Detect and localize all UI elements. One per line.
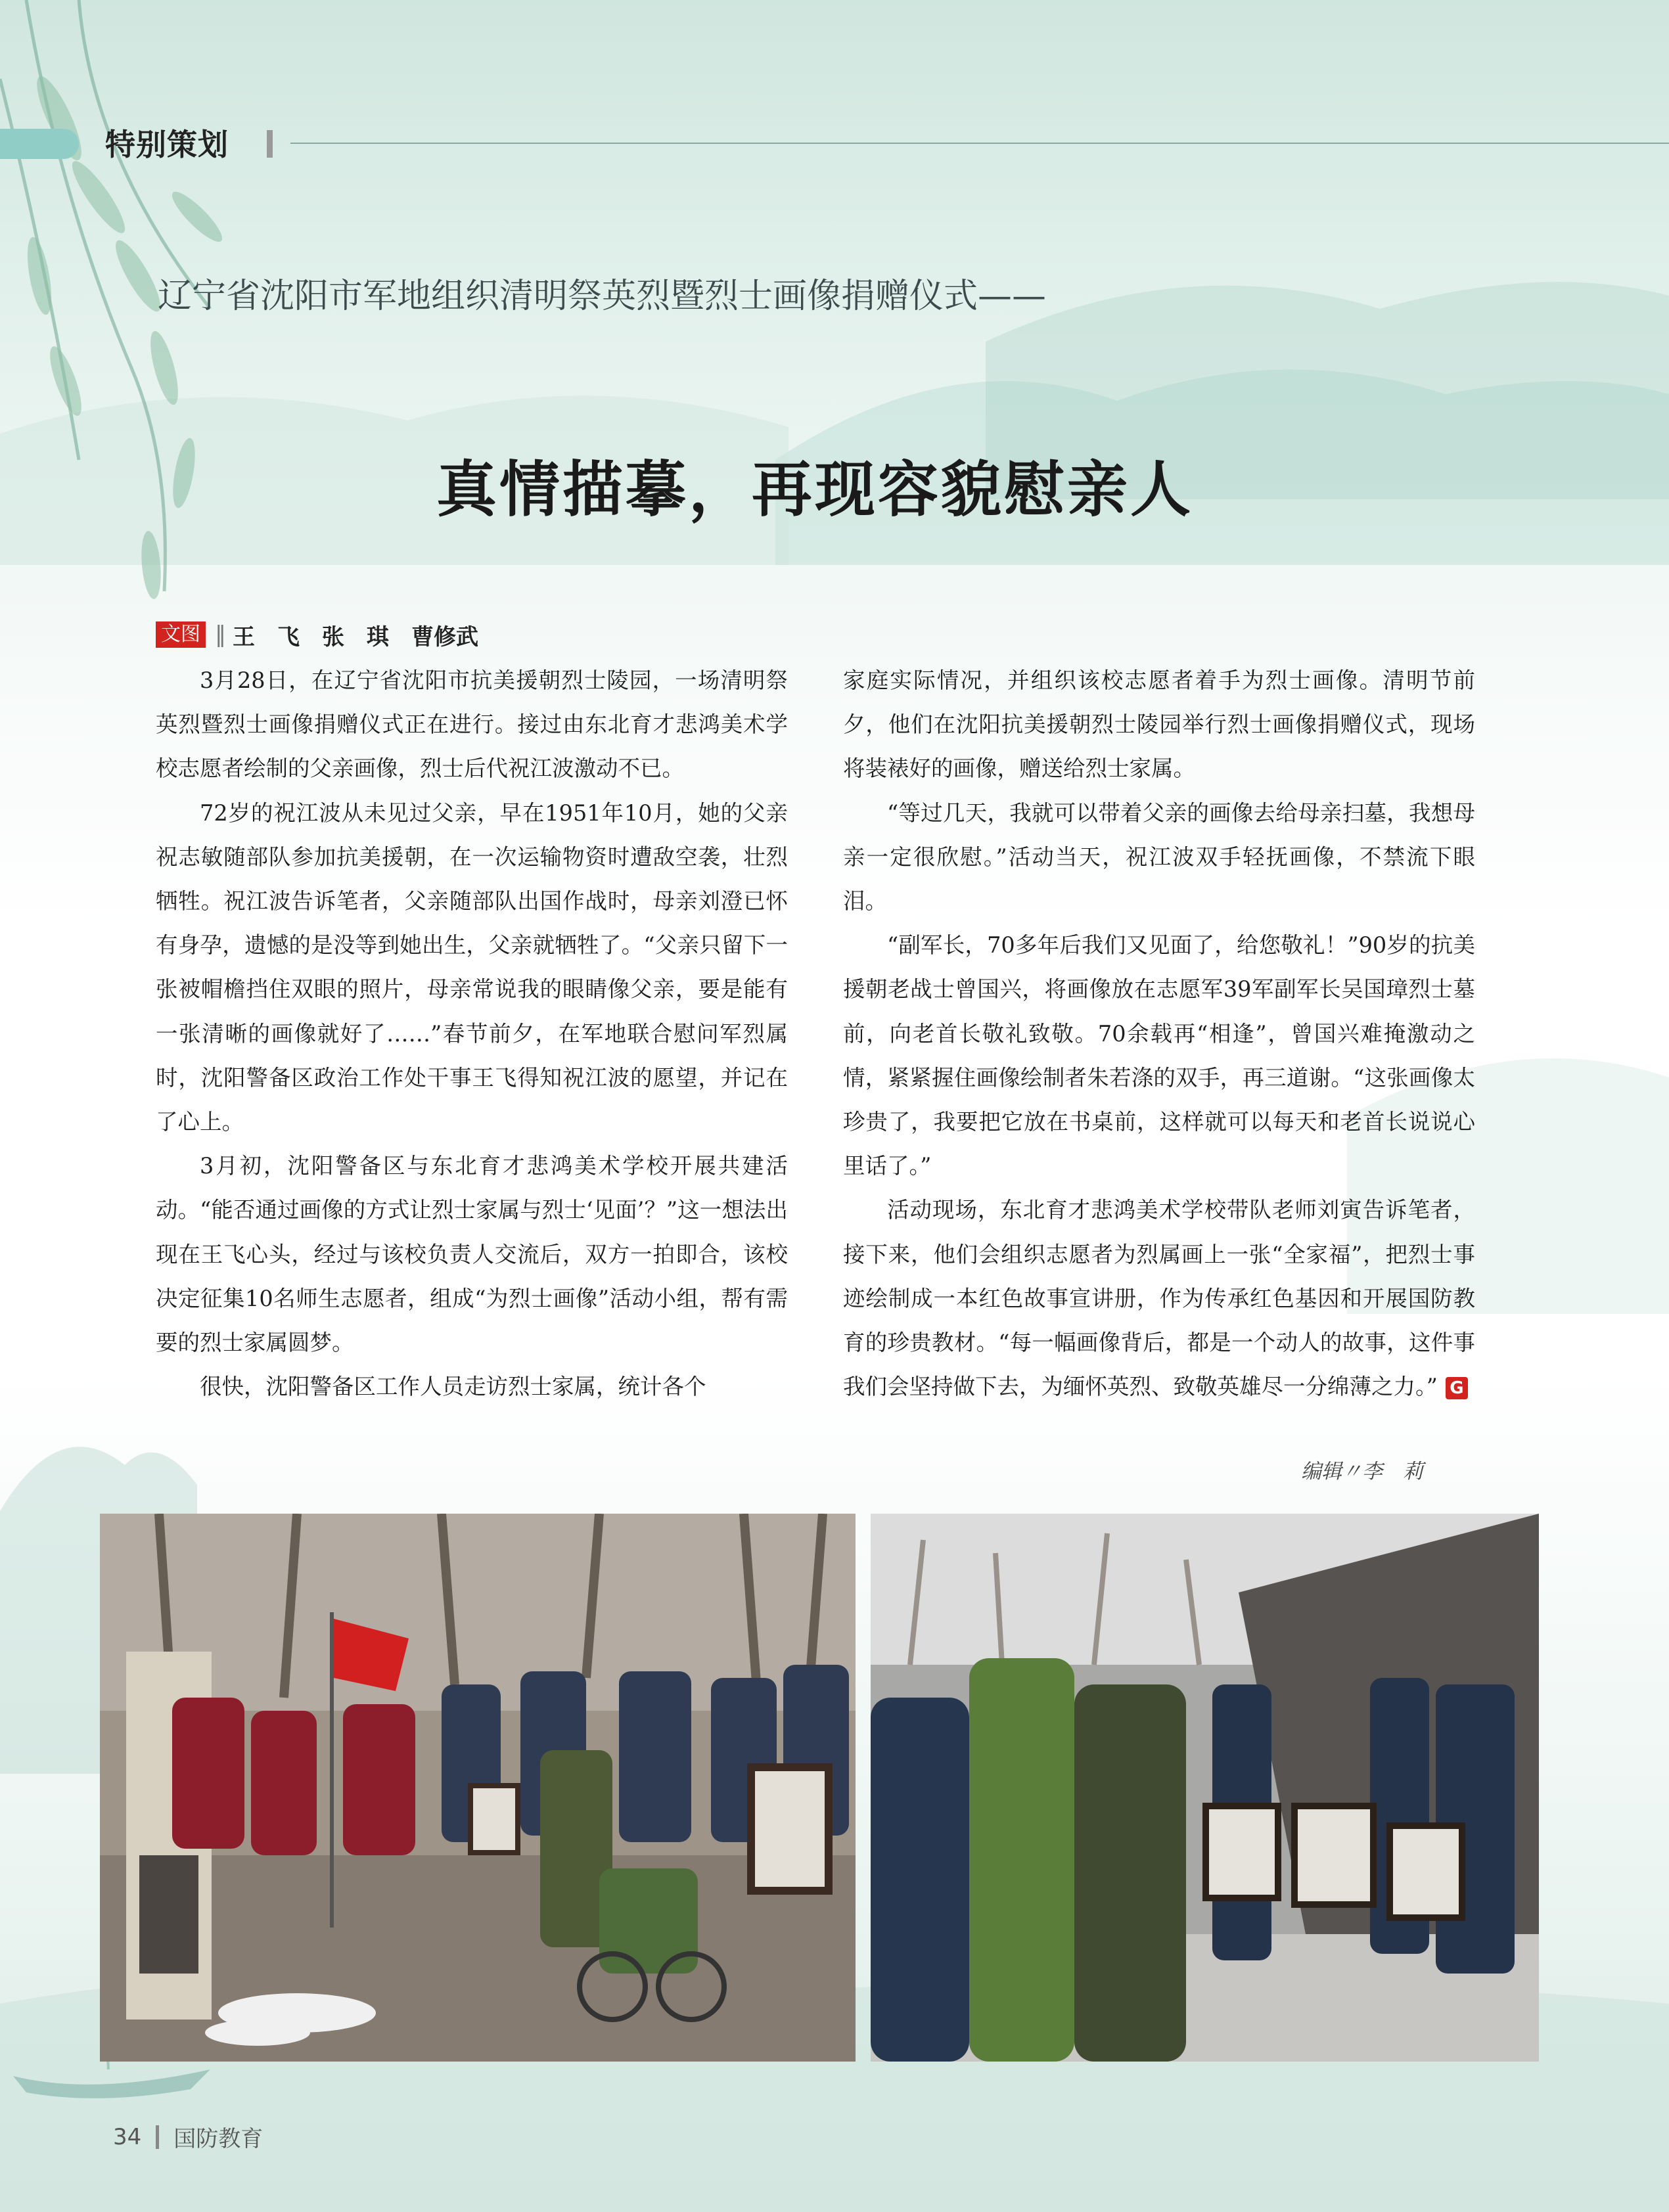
paragraph-final [843, 1188, 1475, 1409]
paragraph-continued: 家庭实际情况，并组织该校志愿者着手为烈士画像。清明节前夕，他们在沈阳抗美援朝烈士陵园举行烈士画像捐赠仪式，现场将装裱好的画像，赠送给烈士家属。 [843, 667, 1475, 782]
article-column-right [843, 658, 1475, 1409]
paragraph: “等过几天，我就可以带着父亲的画像去给母亲扫墓，我想母亲一定很欣慰。”活动当天，祝江波双手轻抚画像，不禁流下眼泪。 [843, 800, 1475, 914]
section-label: 特别策划 [105, 127, 229, 162]
header-rule [290, 143, 1669, 144]
paragraph-final-text: 活动现场，东北育才悲鸿美术学校带队老师刘寅告诉笔者，接下来，他们会组织志愿者为烈属画上一张“全家福”，把烈士事迹绘制成一本红色故事宣讲册，作为传承红色基因和开展国防教育的珍贵教材。“每一幅画像背后，都是一个动人的故事，这件事我们会坚持做下去，为缅怀英烈、致敬英雄尽一分绵薄之力。” [843, 1197, 1475, 1400]
header-accent-pill [0, 129, 79, 159]
publication-name: 国防教育 [173, 2126, 263, 2152]
photo-memorial-ceremony [100, 1514, 856, 2062]
section-label-bar [267, 130, 273, 158]
photo-veterans-saluting [871, 1514, 1539, 2062]
byline-separator: ‖ [215, 621, 226, 648]
end-mark-icon: G [1446, 1377, 1468, 1399]
paragraph: 72岁的祝江波从未见过父亲，早在1951年10月，她的父亲祝志敏随部队参加抗美援朝，在一次运输物资时遭敌空袭，壮烈牺牲。祝江波告诉笔者，父亲随部队出国作战时，母亲刘澄已怀有身孕，遗憾的是没等到她出生，父亲就牺牲了。“父亲只留下一张被帽檐挡住双眼的照片，母亲常说我的眼睛像父亲，要是能有一张清晰的画像就好了……”春节前夕，在军地联合慰问军烈属时，沈阳警备区政治工作处干事王飞得知祝江波的愿望，并记在了心上。 [156, 800, 788, 1135]
page-number: 34 [113, 2123, 142, 2150]
byline-tag: 文图 [156, 621, 206, 648]
byline-authors: 王 飞 张 琪 曹修武 [233, 623, 478, 650]
page-footer [113, 2121, 263, 2153]
paragraph: “副军长，70多年后我们又见面了，给您敬礼！”90岁的抗美援朝老战士曾国兴，将画像放在志愿军39军副军长吴国璋烈士墓前，向老首长敬礼致敬。70余载再“相逢”，曾国兴难掩激动之情，紧紧握住画像绘制者朱若涤的双手，再三道谢。“这张画像太珍贵了，我要把它放在书桌前，这样就可以每天和老首长说说心里话了。” [843, 932, 1475, 1179]
article-subtitle: 辽宁省沈阳市军地组织清明祭英烈暨烈士画像捐赠仪式—— [158, 277, 1047, 316]
paragraph: 3月28日，在辽宁省沈阳市抗美援朝烈士陵园，一场清明祭英烈暨烈士画像捐赠仪式正在进行。接过由东北育才悲鸿美术学校志愿者绘制的父亲画像，烈士后代祝江波激动不已。 [156, 667, 788, 782]
paragraph: 3月初，沈阳警备区与东北育才悲鸿美术学校开展共建活动。“能否通过画像的方式让烈士家属与烈士‘见面’？”这一想法出现在王飞心头，经过与该校负责人交流后，双方一拍即合，该校决定征集10名师生志愿者，组成“为烈士画像”活动小组，帮有需要的烈士家属圆梦。 [156, 1153, 788, 1356]
article-title: 真情描摹，再现容貌慰亲人 [436, 455, 1193, 525]
byline [156, 620, 478, 649]
footer-separator [156, 2125, 159, 2149]
editor-credit: 编辑〃李 莉 [1301, 1460, 1423, 1483]
article-column-left [156, 658, 788, 1409]
paragraph: 很快，沈阳警备区工作人员走访烈士家属，统计各个 [200, 1374, 706, 1400]
